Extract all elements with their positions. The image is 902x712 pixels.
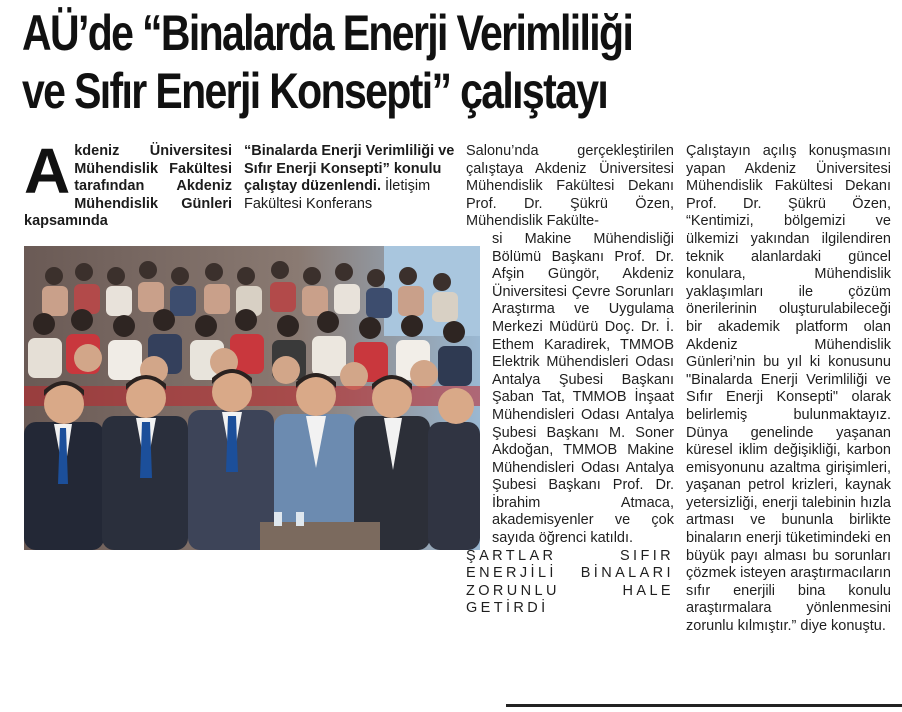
headline: [22, 4, 735, 120]
event-photo: [24, 246, 480, 550]
col3-paragraph-2: si Makine Mühendisliği Bölümü Başkanı Prof. Dr. Afşin Güngör, Akdeniz Üniversitesi Çevre Sorunları Araştırma ve Uygulama Merkezi Müdürü Doç. Dr. İ. Ethem Karadirek, TMMOB Elektrik Mühendisleri Odası Antalya Şubesi Başkanı Şaban Tat, TMMOB İnşaat Mühendisleri Odası Antalya Şubesi Başkanı M. Soner Akdoğan, TMMOB Makine Mühendisleri Odası Antalya Şubesi Başkanı Prof. Dr. İbrahim Atmaca, akademisyenler ve çok sayıda öğrenci katıldı.: [492, 230, 674, 547]
lead-continuation: [244, 143, 456, 213]
article-column-4: [686, 143, 891, 636]
lead-bold-text: “Binalarda Enerji Verimliliği ve Sıfır Enerji Konsepti” konulu çalıştay düzenlendi.: [244, 143, 455, 195]
headline-line-2: ve Sıfır Enerji Konsepti” çalıştayı: [22, 63, 608, 119]
audience-photo-illustration: [24, 246, 480, 550]
section-subhead: ŞARTLAR SIFIR ENERJİLİ BİNALARI ZORUNLU HALE GETİRDİ: [466, 547, 674, 617]
article-column-3: [466, 143, 674, 618]
headline-line-1: AÜ’de “Binalarda Enerji Verimliliği: [22, 5, 633, 61]
drop-cap: A: [24, 135, 71, 207]
col4-paragraph: Çalıştayın açılış konuşmasını yapan Akdeniz Üniversitesi Mühendislik Fakültesi Dekanı Prof. Dr. Şükrü Özen, “Kentimizi, bölgemizi ve ülkemizi yakından ilgilendiren teknik alanlardaki güncel konulara, Mühendislik yaklaşımları ile çözüm önerilerinin oluşturulabileceği bir akademik platform olan Akdeniz Mühendislik Günleri’nin bu yıl ki konusunu "Binalarda Enerji Verimliliği ve Sıfır Enerji Konsepti" olarak belirlemiş bulunmaktayız. Dünya genelinde yaşanan küresel iklim değişikliği, karbon emisyonunu azaltma girişimleri, yaşanan petrol krizleri, kaynak yetersizliği, enerji talebinin hızla artması ve bununla birlikte binaların enerji tüketimindeki en büyük payı alması bu sorunları çözmek isteyen araştırmacıların sıfır enerjili bina konulu araştırmalara yönlenmesini zorunlu kılmıştır.” diye konuştu.: [686, 143, 891, 635]
lead-rest-text: İletişim Fakültesi Konferans: [244, 178, 431, 212]
lead-paragraph: [24, 135, 232, 231]
lead-text: kdeniz Üniversitesi Mühendislik Fakültesi tarafından Akdeniz Mühendislik Günleri kapsamında: [24, 143, 232, 230]
col3-paragraph-1: Salonu’nda gerçekleştirilen çalıştaya Akdeniz Üniversitesi Mühendislik Fakültesi Dekanı Prof. Dr. Şükrü Özen, Mühendislik Fakülte-: [466, 143, 674, 230]
bottom-rule: [506, 704, 902, 707]
